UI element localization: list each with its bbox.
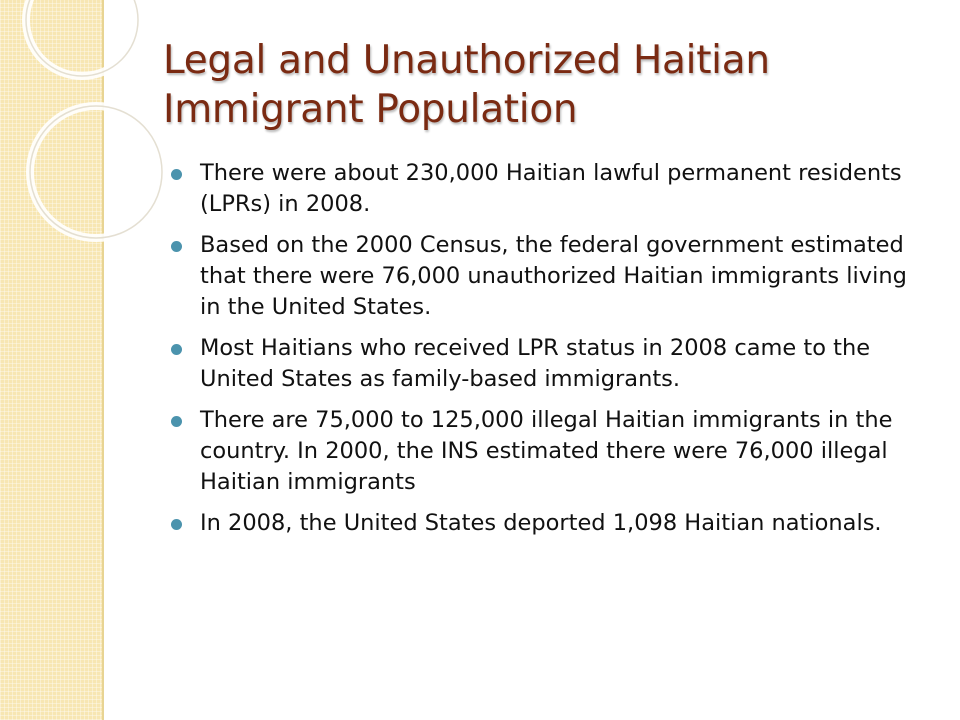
bullet-text: Based on the 2000 Census, the federal government estimated that there were 76,000 unauthorized Haitian immigrants living in the United States.	[200, 232, 907, 320]
list-item	[168, 158, 928, 220]
bullet-dot-icon	[171, 169, 182, 180]
bullet-dot-icon	[171, 519, 182, 530]
list-item	[168, 333, 928, 395]
bullet-text: Most Haitians who received LPR status in 2008 came to the United States as family-based immigrants.	[200, 335, 871, 392]
bullet-dot-icon	[171, 344, 182, 355]
list-item	[168, 230, 928, 323]
bullet-text: In 2008, the United States deported 1,098 Haitian nationals.	[200, 510, 882, 536]
bullet-dot-icon	[171, 416, 182, 427]
slide-title: Legal and Unauthorized Haitian Immigrant Population	[163, 38, 770, 132]
bullet-list	[168, 158, 928, 549]
bullet-text: There are 75,000 to 125,000 illegal Haitian immigrants in the country. In 2000, the INS estimated there were 76,000 illegal Haitian immigrants	[200, 407, 893, 495]
list-item	[168, 405, 928, 498]
list-item	[168, 508, 928, 539]
bullet-dot-icon	[171, 241, 182, 252]
bullet-text: There were about 230,000 Haitian lawful permanent residents (LPRs) in 2008.	[200, 160, 902, 217]
